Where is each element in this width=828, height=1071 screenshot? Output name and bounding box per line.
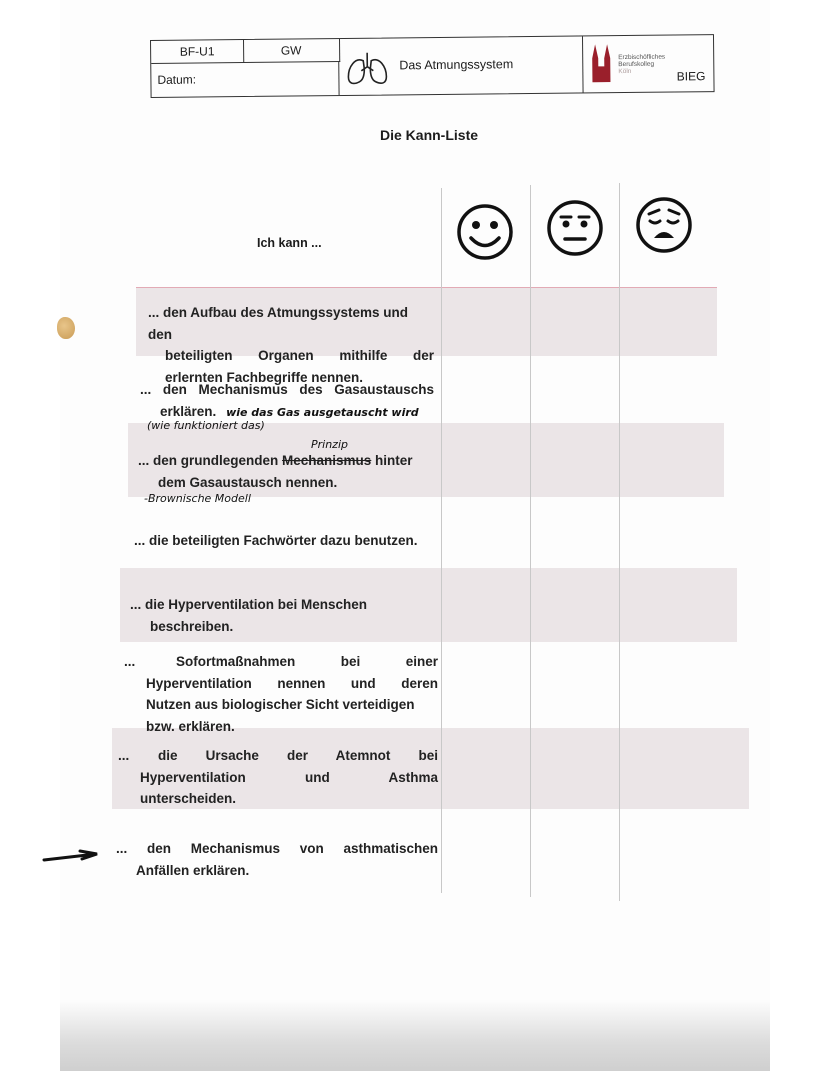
can-do-item-1 [148,302,434,388]
hand-drawn-arrow-icon [42,848,100,864]
topic-title: Das Atmungssystem [399,57,514,73]
item-2-line-2: erklären. [160,403,217,419]
item-6-line-4: bzw. erklären. [146,718,235,734]
item-7-line-3: unterscheiden. [140,791,237,806]
can-do-item-8 [116,838,438,881]
can-do-item-2 [140,379,434,423]
item-3-text-start: ... den grundlegenden [138,453,283,468]
item-8-line-2: Anfällen erklären. [136,862,250,878]
school-abbreviation: BIEG [676,69,706,84]
item-5-line-1: ... die Hyperventilation bei Menschen [130,597,368,612]
sad-face-icon[interactable] [635,196,693,254]
cathedral-logo-icon [590,40,612,82]
school-logo-cell [582,35,714,92]
item-2-line-1: ... den Mechanismus des Gasaustauschs [140,382,434,397]
item-1-line-3: erlernten Fachbegriffe nennen. [165,369,364,385]
handwritten-note-gas: wie das Gas ausgetauscht wird [226,405,419,419]
handwritten-insert-prinzip: Prinzip [311,438,348,451]
school-name [618,54,665,75]
can-do-item-5 [130,594,430,637]
item-3-line-2: dem Gasaustausch nennen. [158,474,338,490]
item-3-text-end: hinter [371,453,413,468]
page-title: Die Kann-Liste [380,127,479,143]
item-1-line-1: ... den Aufbau des Atmungssystems und den [148,305,409,342]
item-4-line-1: ... die beteiligten Fachwörter dazu benutzen. [134,533,418,548]
item-8-line-1: ... den Mechanismus von asthmatischen [116,841,438,856]
item-6-ellipsis: ... [124,654,136,669]
school-name-line-1: Erzbischöfliches [618,53,666,62]
item-3-struck-word: Mechanismus [282,453,372,468]
subject-code: GW [243,39,340,63]
item-5-line-2: beschreiben. [150,618,234,634]
course-code: BF-U1 [151,40,244,64]
can-do-item-6 [124,651,438,737]
worksheet-header [150,34,715,98]
lungs-icon [345,48,389,88]
column-divider-3 [619,183,620,901]
item-6-line-1: Sofortmaßnahmen bei einer [176,654,438,669]
handwritten-note-model: -Brownische Modell [144,492,251,505]
handwritten-note-function: (wie funktioniert das) [147,419,265,432]
happy-face-icon[interactable] [456,203,514,261]
column-divider-2 [530,185,531,897]
can-do-item-4 [134,530,444,552]
topic-cell [339,36,584,95]
page-bottom-shadow [60,1000,770,1071]
can-do-item-3 [138,450,434,493]
school-name-line-3: Köln [618,67,632,76]
paper-stain [57,317,75,339]
date-label: Datum: [151,62,339,97]
item-7-ellipsis: ... [118,748,130,763]
item-6-line-3: Nutzen aus biologischer Sicht verteidigen [146,697,415,712]
school-name-line-2: Berufskolleg [618,60,655,69]
item-7-line-2: Hyperventilation und Asthma [140,769,438,785]
can-do-item-7 [118,745,438,810]
item-6-line-2: Hyperventilation nennen und deren [146,675,438,691]
neutral-face-icon[interactable] [546,199,604,257]
item-1-line-2: beteiligten Organen mithilfe der [165,348,434,363]
first-column-header: Ich kann ... [257,236,322,250]
item-7-line-1: die Ursache der Atemnot bei [158,748,438,763]
